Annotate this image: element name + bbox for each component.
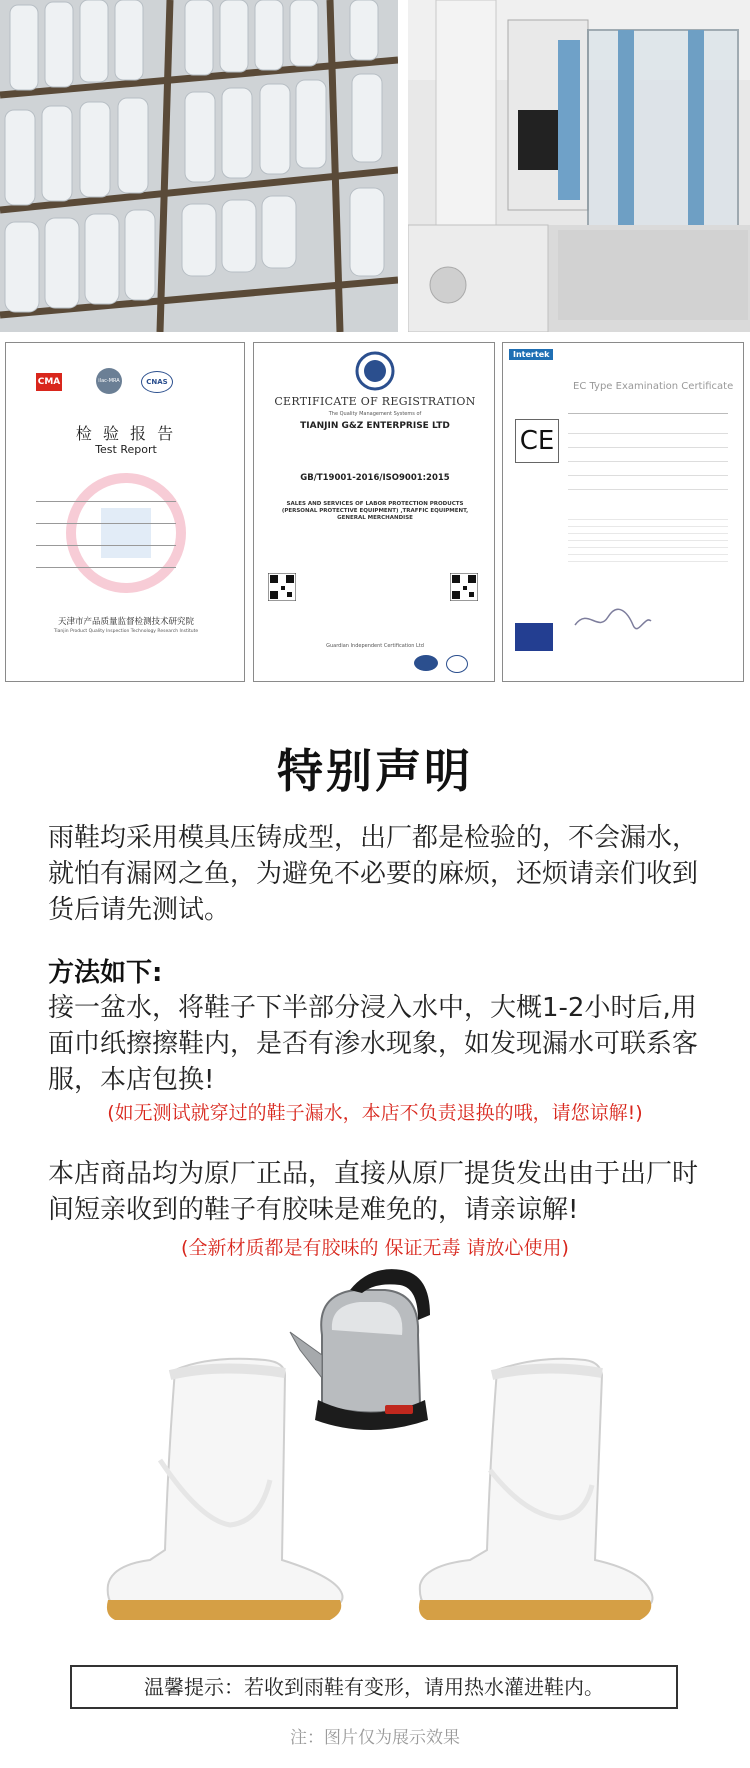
gic-logo: [355, 351, 395, 391]
registration-body: Guardian Independent Certification Ltd: [326, 643, 424, 649]
signature-image: [573, 605, 653, 635]
ilac-logo: ilac-MRA: [96, 368, 122, 394]
notice-title: 特别声明: [277, 744, 473, 798]
red-warning-1: (如无测试就穿过的鞋子漏水，本店不负责退换的哦，请您谅解!): [107, 1102, 643, 1124]
boots-rack-photo: [0, 0, 398, 332]
institute-name-en: Tianjin Product Quality Inspection Technology Research Institute: [53, 629, 199, 634]
test-report-certificate: [5, 342, 245, 682]
institute-name-cn: 天津市产品质量监督检测技术研究院: [57, 617, 194, 627]
ce-mark: CE: [515, 419, 559, 463]
registration-scope: SALES AND SERVICES OF LABOR PROTECTION PRODUCTS (PERSONAL PROTECTIVE EQUIPMENT) ,TRAFFIC EQUIPMENT, GENERAL MERCHANDISE: [281, 501, 469, 521]
iaf-logo: [414, 655, 438, 671]
notice-paragraph-2: 接一盆水，将鞋子下半部分浸入水中，大概1-2小时后,用面巾纸擦擦鞋内，是否有渗水现象，如发现漏水可联系客服，本店包换!: [48, 993, 699, 1095]
cnas-logo: CNAS: [141, 371, 173, 393]
product-illustration: [0, 1260, 750, 1660]
ec-title: EC Type Examination Certificate: [573, 381, 734, 392]
notice-paragraph-1: 雨鞋均采用模具压铸成型，出厂都是检验的，不会漏水，就怕有漏网之鱼，为避免不必要的麻烦，还烦请亲们收到货后请先测试。: [48, 823, 699, 925]
cma-logo: CMA: [36, 373, 62, 391]
registration-title: CERTIFICATE OF REGISTRATION: [274, 395, 476, 408]
intertek-logo: Intertek: [509, 349, 553, 360]
seal-watermark: [61, 473, 191, 593]
reminder-box: 温馨提示：若收到雨鞋有变形，请用热水灌进鞋内。: [70, 1665, 678, 1709]
notice-paragraph-3: 本店商品均为原厂正品，直接从原厂提货发出由于出厂时间短亲收到的鞋子有胶味是难免的，请亲谅解!: [48, 1159, 699, 1225]
method-heading: 方法如下:: [48, 958, 163, 988]
jas-anz-logo: [446, 655, 468, 673]
registration-subtitle: The Quality Management Systems of: [328, 411, 422, 417]
footnote: 注：图片仅为展示效果: [290, 1728, 460, 1748]
test-report-title-cn: 检 验 报 告: [75, 424, 177, 443]
right-boot-image: [419, 1359, 653, 1620]
test-machine-photo: [408, 0, 750, 332]
qr-code-left: [268, 573, 296, 601]
red-warning-2: (全新材质都是有胶味的 保证无毒 请放心使用): [181, 1237, 569, 1259]
registration-company: TIANJIN G&Z ENTERPRISE LTD: [300, 421, 450, 431]
left-boot-image: [107, 1359, 343, 1620]
ec-certificate: [502, 342, 744, 682]
registration-standard: GB/T19001-2016/ISO9001:2015: [300, 473, 450, 483]
qr-code-right: [450, 573, 478, 601]
registration-certificate: [253, 342, 495, 682]
kettle-image: [290, 1269, 430, 1430]
eu-flag: [515, 623, 553, 651]
test-report-title-en: Test Report: [95, 443, 157, 456]
